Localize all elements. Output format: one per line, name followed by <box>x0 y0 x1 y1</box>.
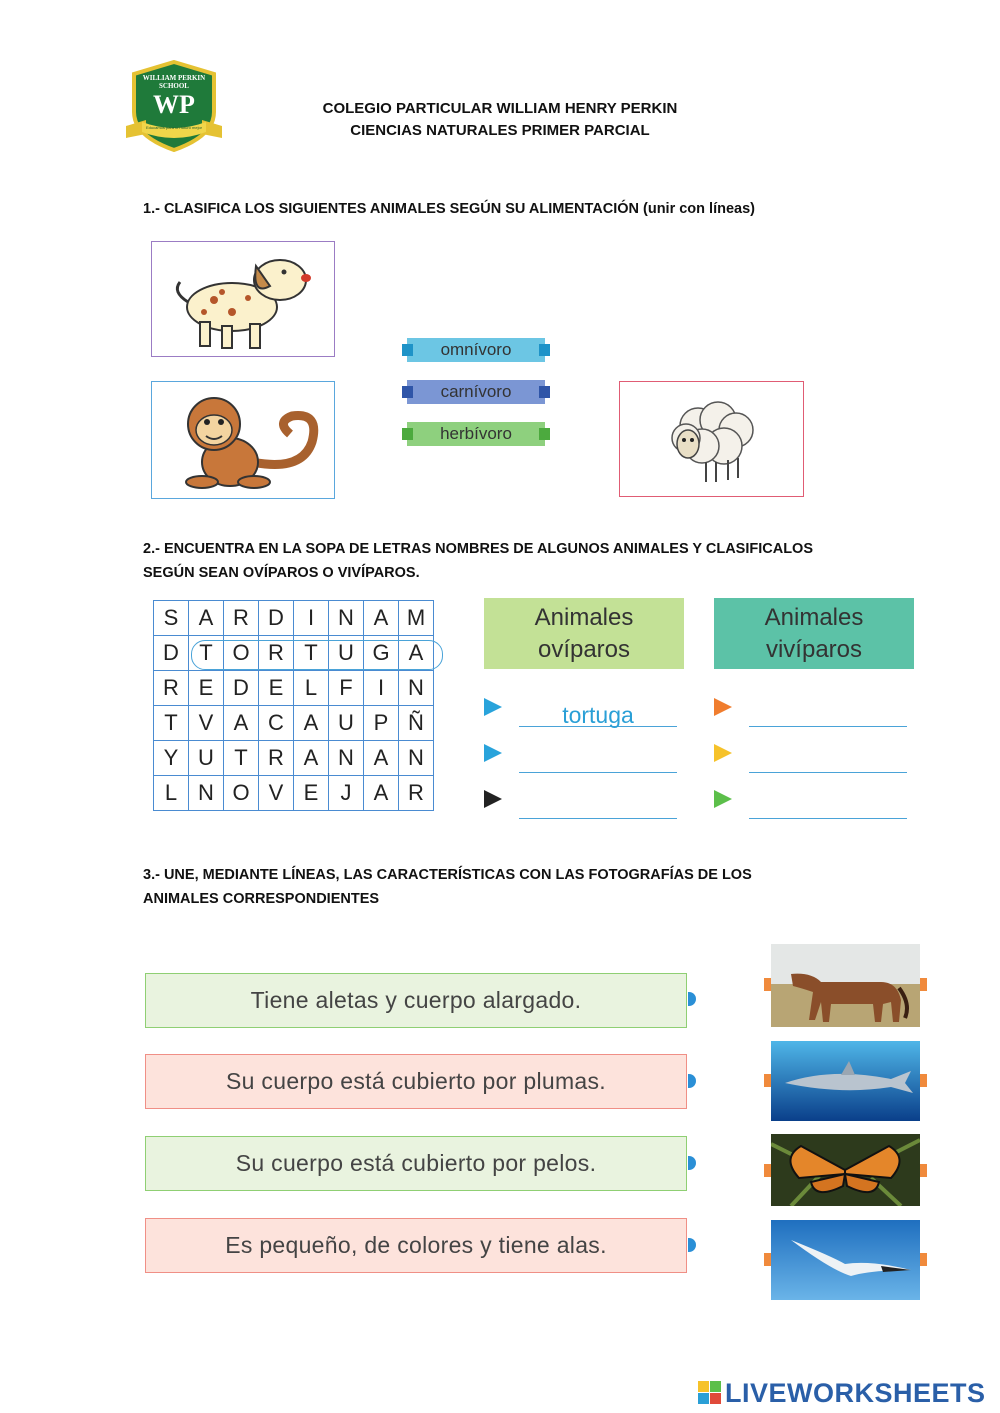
question-3-title-line1: 3.- UNE, MEDIANTE LÍNEAS, LAS CARACTERÍSTICAS CON LAS FOTOGRAFÍAS DE LOS <box>143 867 752 883</box>
question-3-title-line2: ANIMALES CORRESPONDIENTES <box>143 891 380 907</box>
tag-herbivoro[interactable]: herbívoro <box>407 422 545 446</box>
school-logo <box>126 60 222 152</box>
grid-cell[interactable]: N <box>329 601 364 636</box>
viviparos-header <box>714 598 914 669</box>
oviparos-answer-3[interactable] <box>519 790 677 819</box>
grid-cell[interactable]: L <box>294 671 329 706</box>
grid-cell[interactable]: T <box>154 706 189 741</box>
grid-cell[interactable]: N <box>329 741 364 776</box>
grid-cell[interactable]: R <box>259 741 294 776</box>
butterfly-photo[interactable] <box>771 1134 920 1206</box>
bullet-icon <box>484 698 502 716</box>
viviparos-answer-1[interactable] <box>749 698 907 727</box>
subject-title: CIENCIAS NATURALES PRIMER PARCIAL <box>350 122 650 139</box>
oviparos-answer-2[interactable] <box>519 744 677 773</box>
grid-row <box>154 776 434 811</box>
grid-cell[interactable]: A <box>364 776 399 811</box>
viviparos-header-line2: vivíparos <box>765 635 863 663</box>
oviparos-header-line2: ovíparos <box>537 635 631 663</box>
photo-tab <box>764 1253 771 1266</box>
grid-cell[interactable]: I <box>294 601 329 636</box>
grid-cell[interactable]: N <box>189 776 224 811</box>
photo-tab <box>920 1164 927 1177</box>
grid-cell[interactable]: A <box>399 636 434 671</box>
dog-card[interactable] <box>151 241 335 357</box>
photo-tab <box>920 1074 927 1087</box>
grid-cell[interactable]: T <box>224 741 259 776</box>
question-2-title-line2: SEGÚN SEAN OVÍPAROS O VIVÍPAROS. <box>143 565 420 581</box>
oviparos-header-line1: Animales <box>534 603 634 631</box>
grid-cell[interactable]: A <box>294 741 329 776</box>
grid-cell[interactable]: E <box>294 776 329 811</box>
oviparos-answer-1[interactable]: tortuga <box>519 698 677 727</box>
grid-cell[interactable]: T <box>294 636 329 671</box>
connector-dot[interactable] <box>688 1238 696 1252</box>
grid-row <box>154 671 434 706</box>
grid-cell[interactable]: E <box>189 671 224 706</box>
connector-dot[interactable] <box>688 1074 696 1088</box>
grid-row <box>154 706 434 741</box>
grid-cell[interactable]: I <box>364 671 399 706</box>
liveworksheets-icon <box>698 1381 722 1405</box>
bullet-icon <box>484 744 502 762</box>
grid-cell[interactable]: O <box>224 776 259 811</box>
grid-row <box>154 601 434 636</box>
grid-cell[interactable]: T <box>189 636 224 671</box>
bullet-icon <box>484 790 502 808</box>
grid-cell[interactable]: Y <box>154 741 189 776</box>
grid-cell[interactable]: D <box>259 601 294 636</box>
photo-tab <box>764 1164 771 1177</box>
grid-cell[interactable]: L <box>154 776 189 811</box>
feature-box-1[interactable]: Tiene aletas y cuerpo alargado. <box>145 973 687 1028</box>
horse-photo[interactable] <box>771 944 920 1027</box>
photo-tab <box>764 1074 771 1087</box>
question-1-title: 1.- CLASIFICA LOS SIGUIENTES ANIMALES SEGÚN SU ALIMENTACIÓN (unir con líneas) <box>143 201 755 217</box>
grid-cell[interactable]: F <box>329 671 364 706</box>
grid-cell[interactable]: S <box>154 601 189 636</box>
grid-cell[interactable]: R <box>399 776 434 811</box>
logo-motto: Educamos para un futuro mejor <box>145 125 203 130</box>
grid-cell[interactable]: J <box>329 776 364 811</box>
grid-cell[interactable]: C <box>259 706 294 741</box>
grid-cell[interactable]: M <box>399 601 434 636</box>
grid-cell[interactable]: N <box>399 741 434 776</box>
school-name: COLEGIO PARTICULAR WILLIAM HENRY PERKIN <box>322 100 678 117</box>
dog-picture <box>152 242 334 356</box>
sheep-card[interactable] <box>619 381 804 497</box>
oviparos-header <box>484 598 684 669</box>
grid-cell[interactable]: D <box>154 636 189 671</box>
grid-cell[interactable]: A <box>364 601 399 636</box>
grid-cell[interactable]: E <box>259 671 294 706</box>
word-search-grid[interactable] <box>153 600 434 811</box>
seagull-photo[interactable] <box>771 1220 920 1300</box>
bullet-icon <box>714 744 732 762</box>
tortuga-highlight <box>191 640 443 670</box>
liveworksheets-logo <box>698 1378 986 1408</box>
sheep-picture <box>620 382 803 496</box>
grid-row <box>154 741 434 776</box>
grid-cell[interactable]: V <box>259 776 294 811</box>
grid-cell[interactable]: G <box>364 636 399 671</box>
viviparos-answer-3[interactable] <box>749 790 907 819</box>
logo-initials: WP <box>153 90 195 119</box>
feature-box-2[interactable]: Su cuerpo está cubierto por plumas. <box>145 1054 687 1109</box>
grid-cell[interactable]: U <box>189 741 224 776</box>
monkey-card[interactable] <box>151 381 335 499</box>
liveworksheets-text: LIVEWORKSHEETS <box>725 1377 986 1408</box>
grid-cell[interactable]: V <box>189 706 224 741</box>
viviparos-header-line1: Animales <box>764 603 864 631</box>
tag-omnivoro[interactable]: omnívoro <box>407 338 545 362</box>
viviparos-answer-2[interactable] <box>749 744 907 773</box>
shark-photo[interactable] <box>771 1041 920 1121</box>
logo-text: WILLIAM PERKIN SCHOOL <box>142 74 206 90</box>
grid-cell[interactable]: R <box>224 601 259 636</box>
photo-tab <box>920 1253 927 1266</box>
connector-dot[interactable] <box>688 1156 696 1170</box>
photo-tab <box>920 978 927 991</box>
grid-cell[interactable]: D <box>224 671 259 706</box>
grid-cell[interactable]: R <box>259 636 294 671</box>
grid-cell[interactable]: O <box>224 636 259 671</box>
connector-dot[interactable] <box>688 992 696 1006</box>
grid-cell[interactable]: U <box>329 706 364 741</box>
grid-cell[interactable]: N <box>399 671 434 706</box>
grid-cell[interactable]: A <box>364 741 399 776</box>
grid-cell[interactable]: R <box>154 671 189 706</box>
question-2-title-line1: 2.- ENCUENTRA EN LA SOPA DE LETRAS NOMBRES DE ALGUNOS ANIMALES Y CLASIFICALOS <box>143 541 813 557</box>
grid-cell[interactable]: A <box>189 601 224 636</box>
grid-cell[interactable]: P <box>364 706 399 741</box>
grid-cell[interactable]: U <box>329 636 364 671</box>
bullet-icon <box>714 790 732 808</box>
feature-box-4[interactable]: Es pequeño, de colores y tiene alas. <box>145 1218 687 1273</box>
grid-cell[interactable]: A <box>224 706 259 741</box>
grid-cell[interactable]: A <box>294 706 329 741</box>
grid-cell[interactable]: Ñ <box>399 706 434 741</box>
photo-tab <box>764 978 771 991</box>
tag-carnivoro[interactable]: carnívoro <box>407 380 545 404</box>
bullet-icon <box>714 698 732 716</box>
monkey-picture <box>152 382 334 498</box>
feature-box-3[interactable]: Su cuerpo está cubierto por pelos. <box>145 1136 687 1191</box>
